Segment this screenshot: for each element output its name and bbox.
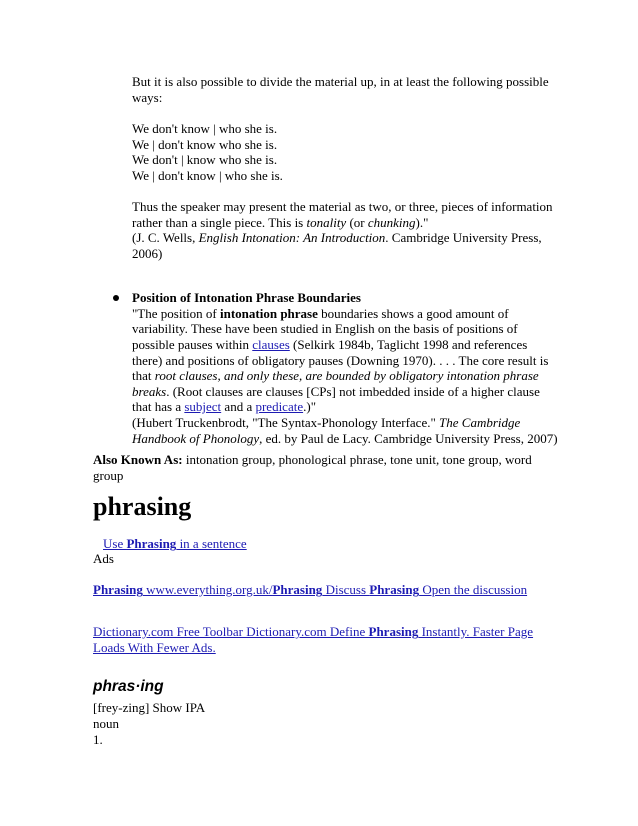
tonality-line2: rather than a single piece. This is tonality (or chunking)."	[132, 215, 429, 230]
example-1: We don't know | who she is.	[132, 121, 278, 136]
pronunciation: [frey-zing] Show IPA	[93, 700, 206, 715]
example-4: We | don't know | who she is.	[132, 168, 283, 183]
clauses-link[interactable]: clauses	[252, 337, 290, 352]
bullet-line7: that has a subject and a predicate.)"	[132, 399, 316, 414]
ad-dictionary-link-line1[interactable]: Dictionary.com Free Toolbar Dictionary.com Define Phrasing Instantly. Faster Page	[93, 624, 534, 639]
phrasing-heading: phrasing	[93, 492, 192, 521]
bullet-line1: "The position of intonation phrase boundaries shows a good amount of	[132, 306, 509, 321]
use-in-sentence-link[interactable]: Use Phrasing in a sentence	[103, 536, 247, 551]
bullet-marker	[113, 295, 119, 301]
entry-headword: phras·ing	[93, 678, 164, 695]
predicate-link[interactable]: predicate	[255, 399, 304, 414]
example-2: We | don't know who she is.	[132, 137, 278, 152]
bullet-line5: that root clauses, and only these, are bounded by obligatory intonation phrase	[132, 368, 539, 383]
bullet-line3: possible pauses within clauses (Selkirk 1984b, Taglicht 1998 and references	[132, 337, 528, 352]
part-of-speech: noun	[93, 716, 119, 731]
also-known-line1: Also Known As: intonation group, phonological phrase, tone unit, tone group, word	[93, 452, 532, 467]
bullet-line4: there) and positions of obligatory pauses (Downing 1970). . . . The core result is	[132, 353, 549, 368]
bullet-line2: variability. These have been studied in English on the basis of positions of	[132, 321, 518, 336]
also-known-line2: group	[93, 468, 124, 483]
tonality-line1: Thus the speaker may present the material as two, or three, pieces of information	[132, 199, 553, 214]
ad-dictionary-link-line2[interactable]: Loads With Fewer Ads.	[93, 640, 216, 655]
subject-link[interactable]: subject	[184, 399, 222, 414]
ad-everything-link[interactable]: Phrasing www.everything.org.uk/Phrasing Discuss Phrasing Open the discussion	[93, 582, 528, 597]
tonality-line3: (J. C. Wells, English Intonation: An Introduction. Cambridge University Press,	[132, 230, 542, 245]
tonality-line4: 2006)	[132, 246, 163, 261]
example-3: We don't | know who she is.	[132, 152, 278, 167]
quote-intro-line2: ways:	[132, 90, 163, 105]
bullet-line8: (Hubert Truckenbrodt, "The Syntax-Phonology Interface." The Cambridge	[132, 415, 521, 430]
bullet-heading: Position of Intonation Phrase Boundaries	[132, 290, 361, 305]
quote-intro-line1: But it is also possible to divide the material up, in at least the following possible	[132, 74, 549, 89]
ads-label: Ads	[93, 551, 114, 566]
bullet-line9: Handbook of Phonology, ed. by Paul de Lacy. Cambridge University Press, 2007)	[132, 431, 558, 446]
definition-number: 1.	[93, 732, 103, 747]
bullet-line6: breaks. (Root clauses are clauses [CPs] not imbedded inside of a higher clause	[132, 384, 540, 399]
